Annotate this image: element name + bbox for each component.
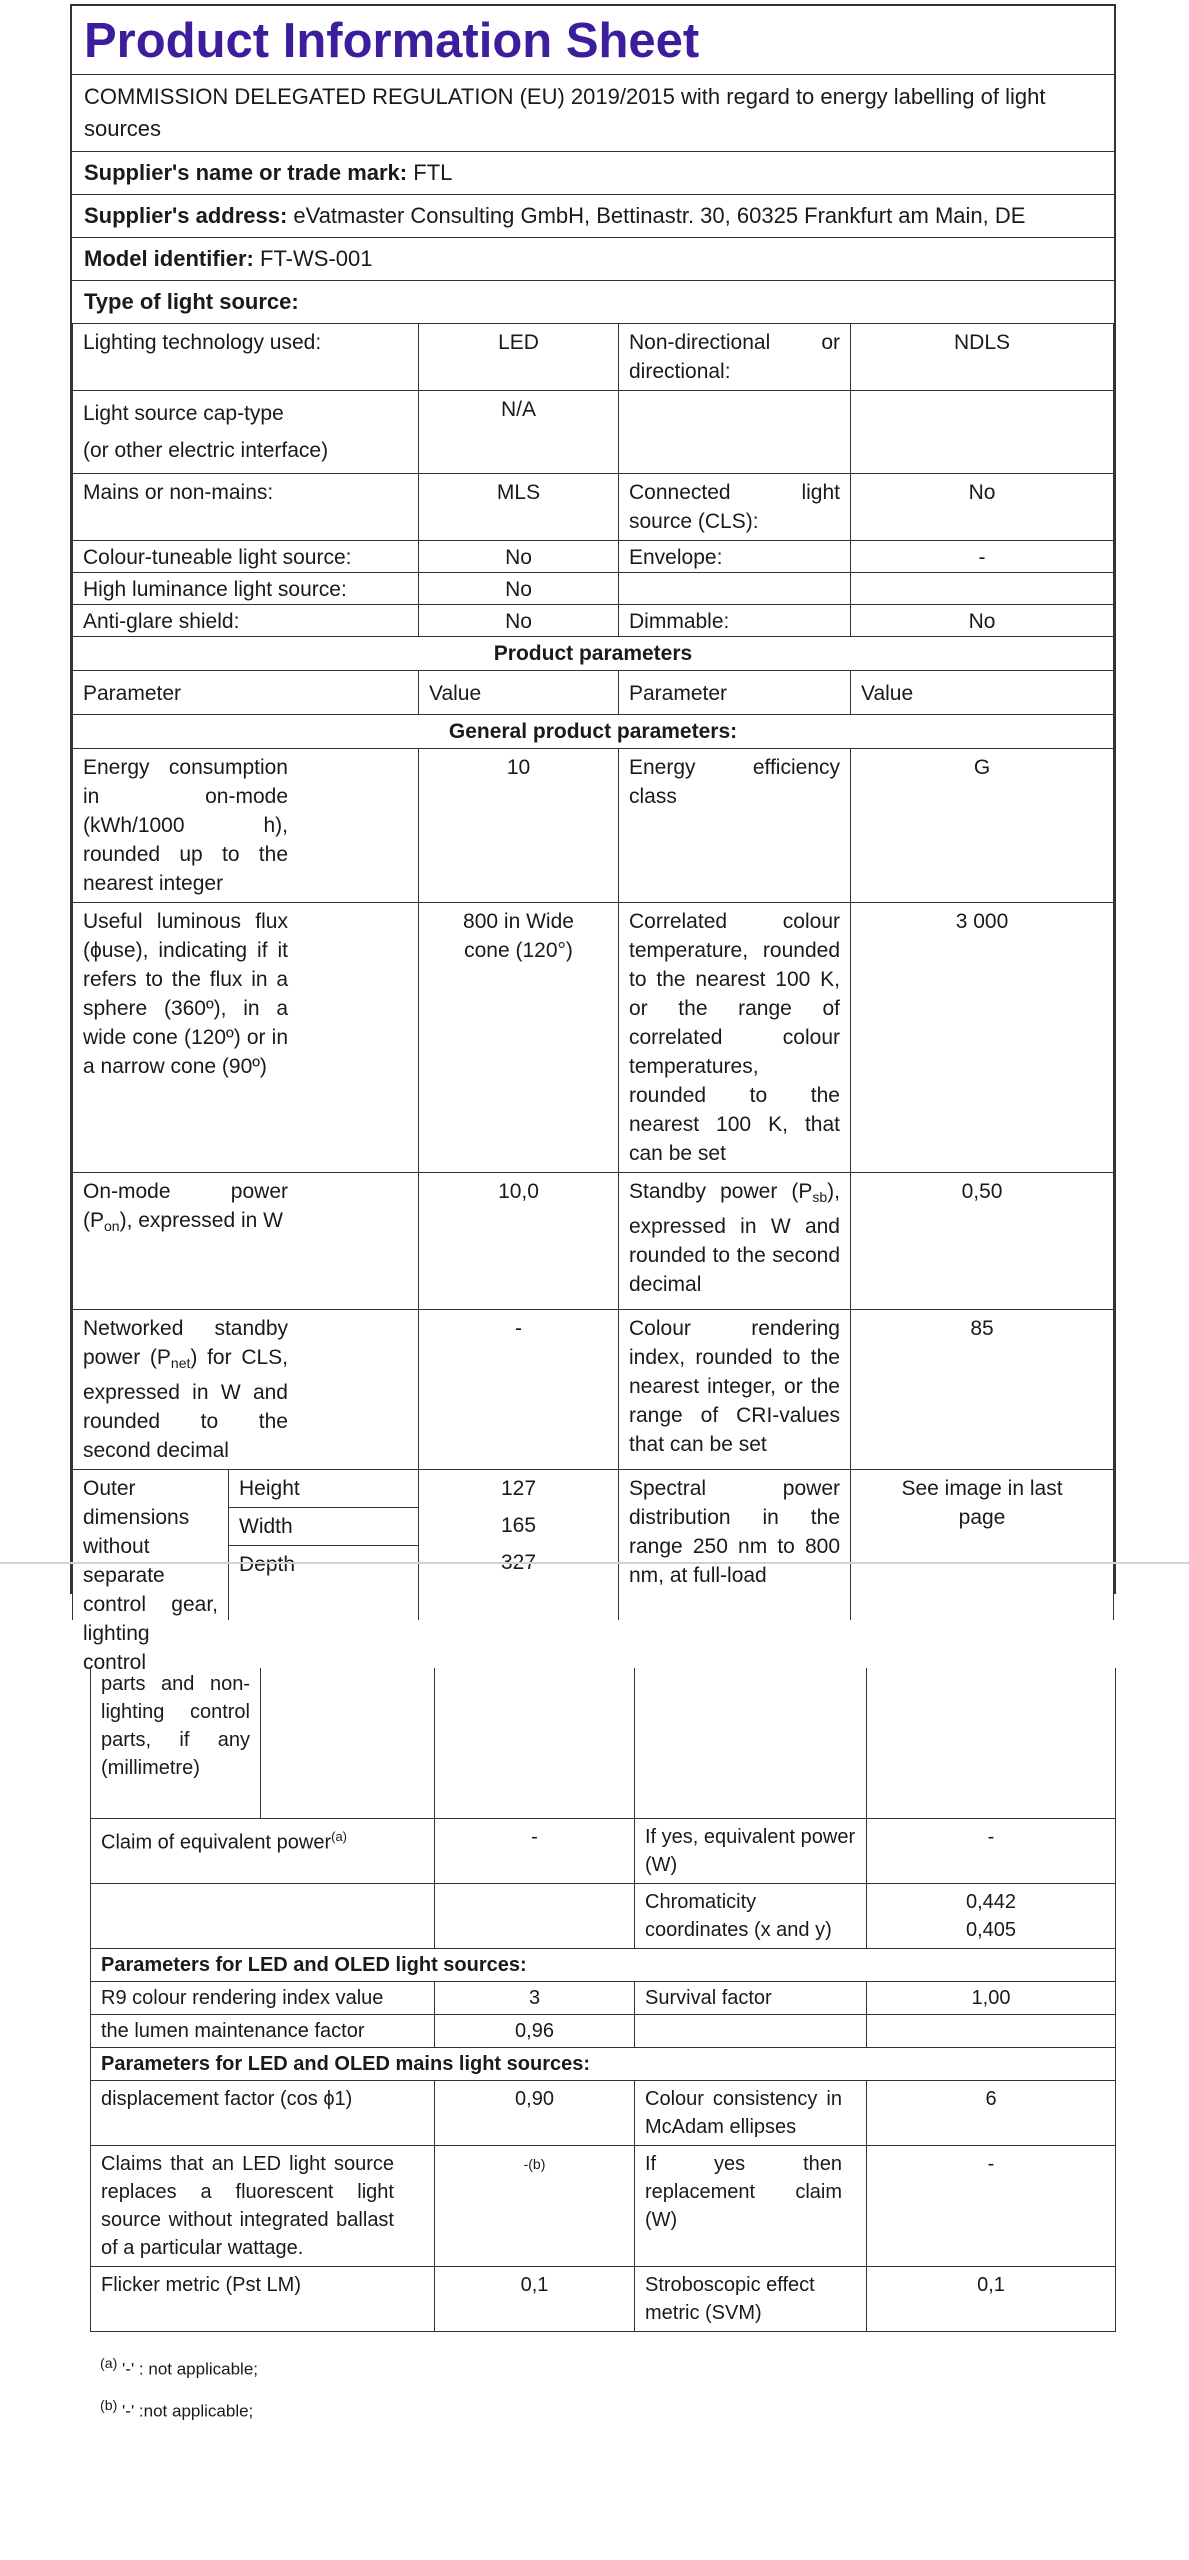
param-label: Survival factor <box>635 1982 867 2015</box>
param-value: - <box>851 541 1114 573</box>
footnote-mark: (a) <box>100 2356 118 2372</box>
table-row <box>73 903 1114 1173</box>
param-label: Flicker metric (Pst LM) <box>91 2267 435 2332</box>
footnote-mark: (a) <box>331 1829 348 1844</box>
param-label <box>619 573 851 605</box>
sheet-page-1 <box>70 4 1116 1674</box>
param-label-part: ) for CLS, expressed in W and rounded to the second decimal <box>83 1346 289 1462</box>
param-label: Connected light source (CLS): <box>619 474 851 541</box>
dimensions-label: parts and non-lighting control parts, if any (millimetre) <box>91 1668 261 1818</box>
empty-cell <box>435 1884 635 1949</box>
param-label: Colour consistency in McAdam ellipses <box>635 2081 867 2146</box>
table-row <box>91 1949 1116 1982</box>
param-value: No <box>419 573 619 605</box>
param-value <box>851 573 1114 605</box>
param-value: No <box>419 541 619 573</box>
param-label: the lumen maintenance factor <box>91 2015 435 2048</box>
param-value: LED <box>419 324 619 391</box>
param-value: NDLS <box>851 324 1114 391</box>
parameters-table-continued <box>90 1668 1116 2332</box>
table-row <box>91 2015 1116 2048</box>
param-label: Spectral power distribution in the range 250 nm to 800 nm, at full-load <box>619 1470 851 1621</box>
table-row <box>91 2146 1116 2267</box>
param-value: 85 <box>851 1310 1114 1470</box>
param-value: G <box>851 749 1114 903</box>
param-label <box>91 1819 435 1884</box>
table-row <box>73 1173 1114 1310</box>
param-value: No <box>851 474 1114 541</box>
supplier-address-label: Supplier's address: <box>84 203 288 228</box>
param-label: If yes then replacement claim (W) <box>635 2146 867 2267</box>
param-label: Chromaticity coordinates (x and y) <box>635 1884 867 1949</box>
page-title: Product Information Sheet <box>72 6 1114 75</box>
dimensions-cell <box>73 1470 419 1674</box>
param-value: 3 000 <box>851 903 1114 1173</box>
column-header: Parameter <box>619 671 851 715</box>
supplier-address-value: eVatmaster Consulting GmbH, Bettinastr. 30, 60325 Frankfurt am Main, DE <box>293 203 1026 228</box>
param-label: Energy efficiency class <box>619 749 851 903</box>
param-value: -(b) <box>435 2146 635 2267</box>
param-label-part: On-mode power (P <box>83 1180 288 1232</box>
table-row <box>91 1982 1116 2015</box>
param-label: Energy consumption in on-mode (kWh/1000 h), rounded up to the nearest integer <box>73 749 419 903</box>
param-label-sub: net <box>170 1355 191 1371</box>
param-label: R9 colour rendering index value <box>91 1982 435 2015</box>
chromaticity-x: 0,442 <box>965 1891 1017 1913</box>
param-value: N/A <box>419 391 619 474</box>
param-label-part: Standby power (P <box>629 1180 813 1203</box>
param-label: displacement factor (cos ϕ1) <box>91 2081 435 2146</box>
param-value: 0,1 <box>435 2267 635 2332</box>
sheet-page-2 <box>90 1668 1116 2332</box>
table-row <box>73 541 1114 573</box>
table-row <box>73 573 1114 605</box>
section-heading: Product parameters <box>73 637 1114 671</box>
table-row <box>91 2048 1116 2081</box>
section-heading: Parameters for LED and OLED mains light sources: <box>91 2048 1116 2081</box>
param-value: 0,96 <box>435 2015 635 2048</box>
param-value <box>867 1884 1116 1949</box>
param-label-part: Networked standby power (P <box>83 1317 288 1369</box>
dimension-name: Depth <box>239 1553 296 1576</box>
param-label-line: (or other electric interface) <box>83 439 329 462</box>
section-heading: Parameters for LED and OLED light sources: <box>91 1949 1116 1982</box>
column-header: Parameter <box>73 671 419 715</box>
param-label: Correlated colour temperature, rounded to the nearest 100 K, or the range of correlated colour temperatures, rounded to the nearest 100 K, that can be set <box>619 903 851 1173</box>
param-value <box>851 391 1114 474</box>
param-label: Stroboscopic effect metric (SVM) <box>635 2267 867 2332</box>
empty-cell <box>867 1668 1116 1819</box>
chromaticity-y: 0,405 <box>965 1919 1017 1941</box>
param-label: If yes, equivalent power (W) <box>635 1819 867 1884</box>
param-value: 6 <box>867 2081 1116 2146</box>
table-row <box>91 2267 1116 2332</box>
param-label-line: Light source cap-type <box>83 402 284 425</box>
param-value: No <box>419 605 619 637</box>
footnote-text: '-' :not applicable; <box>122 2401 254 2421</box>
param-label: Anti-glare shield: <box>73 605 419 637</box>
regulation-text: COMMISSION DELEGATED REGULATION (EU) 2019/2015 with regard to energy labelling of light sources <box>72 75 1114 152</box>
param-label: Non-directional or directional: <box>619 324 851 391</box>
table-row <box>73 1470 1114 1621</box>
model-identifier-value: FT-WS-001 <box>260 246 373 271</box>
param-label: High luminance light source: <box>73 573 419 605</box>
param-label: Colour rendering index, rounded to the nearest integer, or the range of CRI-values that can be set <box>619 1310 851 1470</box>
footnote-mark: (b) <box>100 2397 118 2414</box>
param-label <box>73 1310 419 1470</box>
supplier-address-row <box>72 195 1114 238</box>
param-label <box>619 1173 851 1310</box>
empty-cell <box>435 1668 635 1819</box>
param-label-part: ), expressed in W and rounded to the second decimal <box>629 1180 840 1296</box>
table-row <box>73 671 1114 715</box>
model-identifier-label: Model identifier: <box>84 246 254 271</box>
section-heading: General product parameters: <box>73 715 1114 749</box>
dimension-value: 165 <box>500 1514 537 1537</box>
table-row <box>91 2081 1116 2146</box>
param-value: See image in last page <box>851 1470 1114 1621</box>
param-label: Colour-tuneable light source: <box>73 541 419 573</box>
empty-cell <box>635 1668 867 1819</box>
supplier-name-row <box>72 152 1114 195</box>
dimensions-label: Outer dimensions without separate control gear, lighting control <box>83 1477 218 1674</box>
type-table <box>72 323 1114 1674</box>
param-value: - <box>867 2146 1116 2267</box>
param-value: 1,00 <box>867 1982 1116 2015</box>
table-row <box>73 474 1114 541</box>
param-value: MLS <box>419 474 619 541</box>
param-value <box>867 2015 1116 2048</box>
dimension-value: 127 <box>500 1477 537 1500</box>
dimension-name: Width <box>229 1508 418 1546</box>
param-label-sub: sb <box>812 1189 828 1205</box>
param-label-sub: on <box>104 1218 120 1234</box>
model-identifier-row <box>72 238 1114 281</box>
param-label <box>635 2015 867 2048</box>
param-label: Lighting technology used: <box>73 324 419 391</box>
param-value: 10 <box>419 749 619 903</box>
param-value: - <box>867 1819 1116 1884</box>
param-value: 0,1 <box>867 2267 1116 2332</box>
param-value: 0,90 <box>435 2081 635 2146</box>
param-label: Envelope: <box>619 541 851 573</box>
table-row <box>91 1668 1116 1819</box>
table-row <box>73 1310 1114 1470</box>
footnote <box>100 2388 258 2430</box>
param-label: Mains or non-mains: <box>73 474 419 541</box>
dimensions-values <box>419 1470 619 1621</box>
param-value: 0,50 <box>851 1173 1114 1310</box>
dimension-value: 327 <box>500 1551 537 1574</box>
param-label <box>73 1173 419 1310</box>
page-separator <box>0 1562 1189 1564</box>
param-label <box>619 391 851 474</box>
param-value: No <box>851 605 1114 637</box>
supplier-name-value: FTL <box>413 160 453 185</box>
column-header: Value <box>851 671 1114 715</box>
empty-cell <box>91 1884 435 1949</box>
table-row <box>73 605 1114 637</box>
param-value: 800 in Wide cone (120°) <box>419 903 619 1173</box>
type-heading: Type of light source: <box>84 289 299 314</box>
param-label <box>73 391 419 474</box>
table-row <box>73 715 1114 749</box>
dimensions-cell <box>91 1668 435 1819</box>
param-label: Claims that an LED light source replaces a fluorescent light source without integrated ballast of a particular wattage. <box>91 2146 435 2267</box>
dimensions-names <box>228 1470 418 1620</box>
param-value: 10,0 <box>419 1173 619 1310</box>
table-row <box>91 1819 1116 1884</box>
table-row <box>73 637 1114 671</box>
param-label: Dimmable: <box>619 605 851 637</box>
supplier-name-label: Supplier's name or trade mark: <box>84 160 408 185</box>
table-row <box>73 324 1114 391</box>
param-value: - <box>435 1819 635 1884</box>
table-row <box>91 1884 1116 1949</box>
param-label: Useful luminous flux (ϕuse), indicating if it refers to the flux in a sphere (360º), in a wide cone (120º) or in a narrow cone (90º) <box>73 903 419 1173</box>
param-label-part: ), expressed in W <box>119 1209 283 1232</box>
dimension-name: Height <box>229 1470 418 1508</box>
param-label-part: Claim of equivalent power <box>101 1831 332 1854</box>
footnote <box>100 2346 258 2388</box>
footnotes <box>100 2346 258 2429</box>
column-header: Value <box>419 671 619 715</box>
param-value: 3 <box>435 1982 635 2015</box>
table-row <box>73 749 1114 903</box>
table-row <box>73 391 1114 474</box>
footnote-text: '-' : not applicable; <box>122 2359 259 2379</box>
param-value: - <box>419 1310 619 1470</box>
